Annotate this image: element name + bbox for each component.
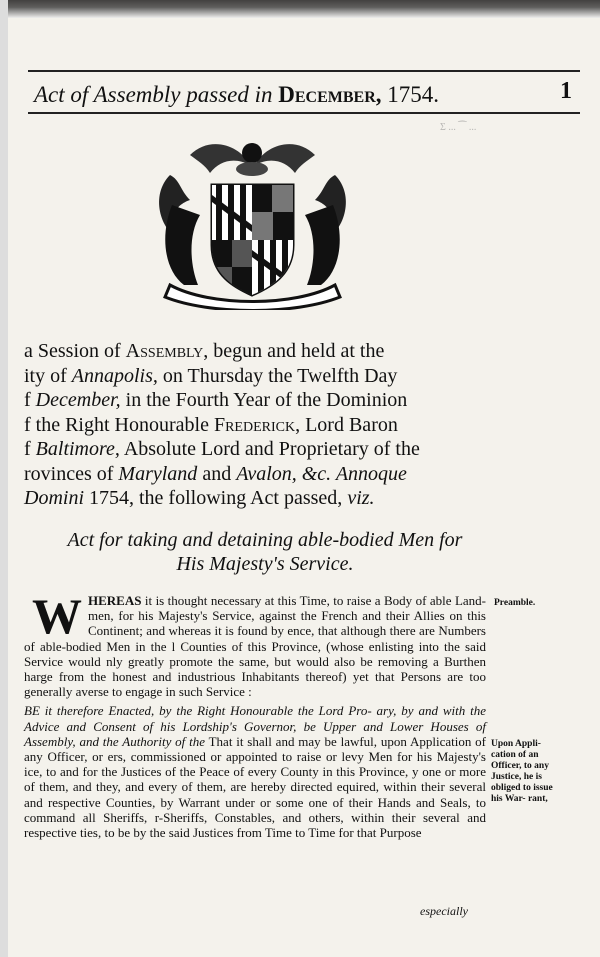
margin-note-application: Upon Appli- cation of an Officer, to any Justice, he is obliged to issue his War- rant, xyxy=(491,739,553,804)
intro-text: f the Right Honourable xyxy=(24,413,214,436)
drop-cap: W xyxy=(32,588,82,644)
header-month: December, xyxy=(278,82,382,107)
intro-text: a Session of xyxy=(24,340,126,362)
intro-text: Annapolis, xyxy=(71,364,158,387)
maryland-coat-of-arms-icon xyxy=(150,135,355,310)
intro-text: begun and held at the xyxy=(208,340,385,362)
intro-text: f xyxy=(24,389,36,411)
intro-text: f xyxy=(24,438,36,460)
margin-note-preamble: Preamble. xyxy=(494,598,536,608)
header-title-text: Act of Assembly passed in xyxy=(34,82,273,107)
intro-text: Lord Baron xyxy=(300,413,398,436)
binding-shadow xyxy=(0,0,8,957)
intro-text: Maryland xyxy=(118,462,198,485)
intro-text: Domini xyxy=(24,487,84,509)
intro-text: Assembly, xyxy=(125,340,209,362)
header-rule-top xyxy=(28,70,580,72)
bleed-through-text: Σ ... ⁀ ... xyxy=(440,122,477,133)
whereas-lead: HEREAS xyxy=(88,593,142,608)
enacting-text: That it shall and may be lawful, upon Application of any Officer, or ers, commissioned or appointed to raise or levy Men for his Majesty's ice, to and for the Justices of the Peace of every County in this Province, y one or more of them, and they, and every of them, are hereby directed equired, within their several and respective Counties, by Warrant under or some one of their Hands and Seals, to command all Sheriffs, r-Sheriffs, Constables, and others, within their several and respective ties, to be by the said Justices from Time to Time for that Purpose xyxy=(24,733,486,841)
intro-text: Frederick, xyxy=(213,413,301,436)
intro-text: in the Fourth Year of the Dominion xyxy=(120,389,408,411)
running-header xyxy=(34,82,504,108)
preamble-paragraph xyxy=(24,588,486,700)
act-title-line: Act for taking and detaining able-bodied Men for xyxy=(67,529,463,551)
act-title xyxy=(30,528,500,576)
intro-text: and xyxy=(197,462,237,485)
intro-text: on Thursday the Twelfth Day xyxy=(157,364,398,387)
intro-text: ity of xyxy=(24,364,72,387)
act-title-line: His Majesty's Service. xyxy=(176,553,354,575)
intro-text: 1754, the following Act passed, xyxy=(84,487,348,509)
page-number: 1 xyxy=(560,78,572,104)
intro-text: Baltimore, xyxy=(35,438,120,460)
preamble-text: it is thought necessary at this Time, to raise a Body of able Land-men, for his Majesty's Service, against the French and their Allies on this Continent; and whereas it is found by ence, that although there are Numbers of able-bodied Men in the l Counties of this Province, (whose enlisting into the said Service would nly greatly promote the same, but would also be removing a Burthen harge from the honest and industrious Inhabitants thereof) yet that Persons are too generally averse to engage in such Service : xyxy=(24,593,486,700)
intro-text: Avalon, &c. Annoque xyxy=(236,462,407,485)
intro-text: viz. xyxy=(347,487,375,509)
act-body xyxy=(24,588,486,844)
catchword: especially xyxy=(420,904,468,918)
enacting-paragraph xyxy=(24,703,486,840)
session-preamble xyxy=(24,339,494,511)
intro-text: Absolute Lord and Proprietary of the xyxy=(119,438,420,460)
intro-text: rovinces of xyxy=(24,462,119,485)
enacting-clause: BE it therefore Enacted, by the Right Honourable the Lord Pro- ary, by and with the Advice and Consent of his Lordship's Governor, be Upper and Lower Houses of Assembly, and the Authority of the xyxy=(24,703,486,749)
header-rule-bottom xyxy=(28,112,580,114)
intro-text: December, xyxy=(35,389,121,411)
header-year: 1754. xyxy=(387,82,440,107)
scan-edge xyxy=(0,0,600,18)
